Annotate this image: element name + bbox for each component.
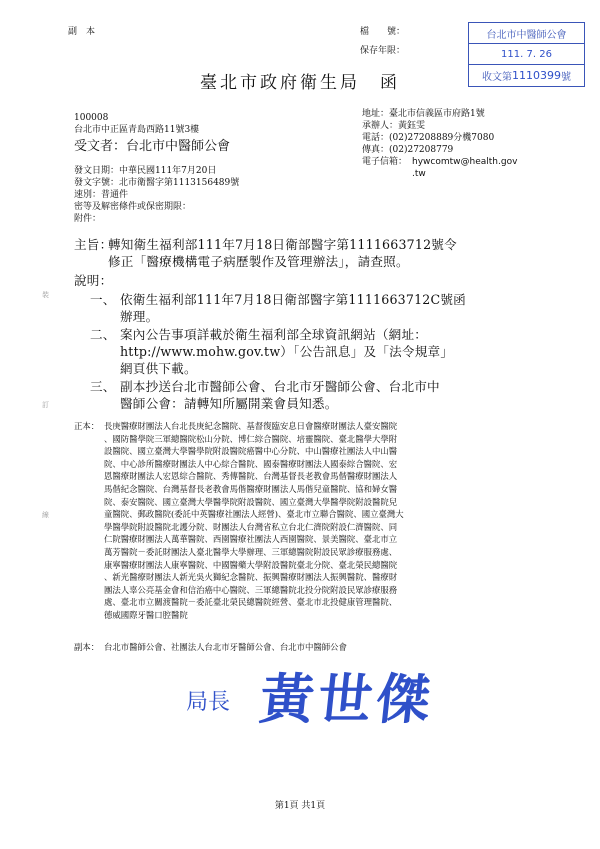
recipient-line: 團法人辜公亮基金會和信治癌中心醫院、三軍總醫院北投分院附設民眾診療服務 — [104, 584, 398, 595]
contact-email: hywcomtw@health.gov — [412, 157, 518, 167]
attachment: 附件： — [74, 214, 102, 224]
recipient-line: 、國防醫學院三軍總醫院松山分院、博仁綜合醫院、培靈醫院、臺北醫學大學附 — [104, 433, 398, 444]
binding-mark: 線 — [42, 511, 49, 519]
issue-date: 發文日期：中華民國111年7月20日 — [74, 166, 217, 176]
contact-address: 地址：臺北市信義區市府路1號 — [362, 109, 485, 119]
recipient-line: 康寧醫療財團法人康寧醫院、中國醫藥大學附設醫院臺北分院、臺北榮民總醫院 — [104, 559, 398, 570]
explanation-item-2-line-1: 案內公告事項詳載於衛生福利部全球資訊網站（網址： — [120, 327, 428, 342]
contact-person: 承辦人：黃鈺雯 — [362, 121, 426, 131]
recipient-line: 長庚醫療財團法人台北長庚紀念醫院、基督復臨安息日會醫療財團法人臺安醫院 — [104, 421, 398, 431]
stamp-org: 台北市中醫師公會 — [469, 23, 584, 44]
explanation-item-3-line-2: 醫師公會：請轉知所屬開業會員知悉。 — [120, 396, 338, 411]
explanation-item-3-num: 三、 — [90, 379, 116, 394]
contact-phone: 電話：(02)27208889分機7080 — [362, 133, 495, 143]
cc-text: 台北市醫師公會、社團法人台北市牙醫師公會、台北市中醫師公會 — [104, 642, 347, 652]
recipient-line: 設醫院、國立臺灣大學醫學院附設醫院癌醫中心分院、中山醫療社團法人中山醫 — [104, 446, 398, 457]
contact-email-suffix: .tw — [412, 169, 426, 179]
subject-label: 主旨： — [74, 237, 113, 252]
recipient-line: 仁院醫療財團法人萬華醫院、西園醫療社團法人西園醫院、景美醫院、臺北市立 — [104, 534, 398, 545]
recipient-line: 恩醫療財團法人宏恩綜合醫院、秀傳醫院、台灣基督長老教會馬偕醫療財團法人 — [104, 471, 398, 482]
explanation-item-1-line-2: 辦理。 — [120, 309, 159, 324]
retention-label: 保存年限： — [360, 46, 406, 56]
recipients-list — [104, 420, 404, 622]
page-number: 第1頁 共1頁 — [274, 801, 326, 811]
explanation-item-2-line-3: 網頁供下載。 — [120, 361, 197, 376]
recipient-line: 童醫院、郵政醫院(委託中英醫療社團法人經營)、臺北市立聯合醫院、國立臺灣大 — [104, 509, 404, 520]
stamp-date-value: 111. 7. 26 — [501, 48, 552, 60]
explanation-item-1-num: 一、 — [90, 292, 116, 307]
recipient-line — [74, 139, 230, 155]
postal-code: 100008 — [74, 113, 109, 123]
contact-email-label: 電子信箱： — [362, 157, 408, 167]
signature-title: 局長 — [186, 690, 231, 715]
recipient-line: 萬芳醫院－委託財團法人臺北醫學大學辦理、三軍總醫院附設民眾診療服務處、 — [104, 546, 398, 557]
file-number-label: 檔 號： — [360, 27, 406, 37]
recipient-line: 德威國際牙醫口腔醫院 — [104, 609, 188, 620]
recipient-line: 院、泰安醫院、國立臺灣大學醫學院附設醫院、國立臺灣大學醫學院附設醫院兒 — [104, 496, 398, 507]
signature-name: 黃世傑 — [256, 668, 438, 731]
explanation-item-3-line-1: 副本抄送台北市醫師公會、台北市牙醫師公會、台北市中 — [120, 379, 440, 394]
stamp-date — [469, 44, 584, 65]
recipient-line: 學醫學院附設醫院北護分院、財團法人台灣省私立台北仁濟院附設仁濟醫院、同 — [104, 521, 398, 532]
explanation-item-1-line-1: 依衛生福利部111年7月18日衛部醫字第1111663712C號函 — [120, 292, 466, 307]
secrecy: 密等及解密條件或保密期限： — [74, 202, 192, 212]
copy-mark: 副 本 — [68, 27, 96, 37]
recipient-address: 台北市中正區青島西路11號3樓 — [74, 125, 200, 135]
explanation-item-2-line-2: http://www.mohw.gov.tw）「公告訊息」及「法令規章」 — [120, 344, 454, 359]
recipient-line: 、新光醫療財團法人新光吳火獅紀念醫院、振興醫療財團法人振興醫院、醫療財 — [104, 572, 398, 583]
contact-fax: 傳真：(02)27208779 — [362, 145, 454, 155]
recipients-label: 正本： — [74, 421, 100, 431]
binding-mark: 裝 — [42, 291, 49, 299]
cc-label: 副本： — [74, 642, 100, 652]
stamp-receipt-label: 收文第 — [482, 71, 512, 83]
subject-line-2: 修正「醫療機構電子病歷製作及管理辦法」，請查照。 — [108, 254, 409, 269]
stamp-receipt-number: 1110399 — [512, 68, 561, 82]
recipient-name: 台北市中醫師公會 — [126, 139, 231, 154]
recipient-line: 院、中心診所醫療財團法人中心綜合醫院、國泰醫療財團法人國泰綜合醫院、宏 — [104, 458, 398, 469]
explanation-item-2-num: 二、 — [90, 327, 116, 342]
recipient-label: 受文者： — [74, 139, 127, 154]
binding-mark: 訂 — [42, 401, 49, 409]
issue-number: 發文字號：北市衛醫字第1113156489號 — [74, 178, 240, 188]
stamp-receipt-suffix: 號 — [561, 71, 571, 83]
document-title: 臺北市政府衛生局 函 — [200, 73, 400, 93]
recipient-line: 處、臺北市立關渡醫院－委託臺北榮民總醫院經營、臺北市北投健康管理醫院、 — [104, 597, 398, 608]
urgency: 速別：普通件 — [74, 190, 129, 200]
explanation-label: 說明： — [74, 273, 113, 288]
recipient-line: 馬偕紀念醫院、台灣基督長老教會馬偕醫療財團法人馬偕兒童醫院、協和婦女醫 — [104, 483, 398, 494]
subject-line-1: 轉知衛生福利部111年7月18日衛部醫字第1111663712號令 — [108, 237, 457, 252]
